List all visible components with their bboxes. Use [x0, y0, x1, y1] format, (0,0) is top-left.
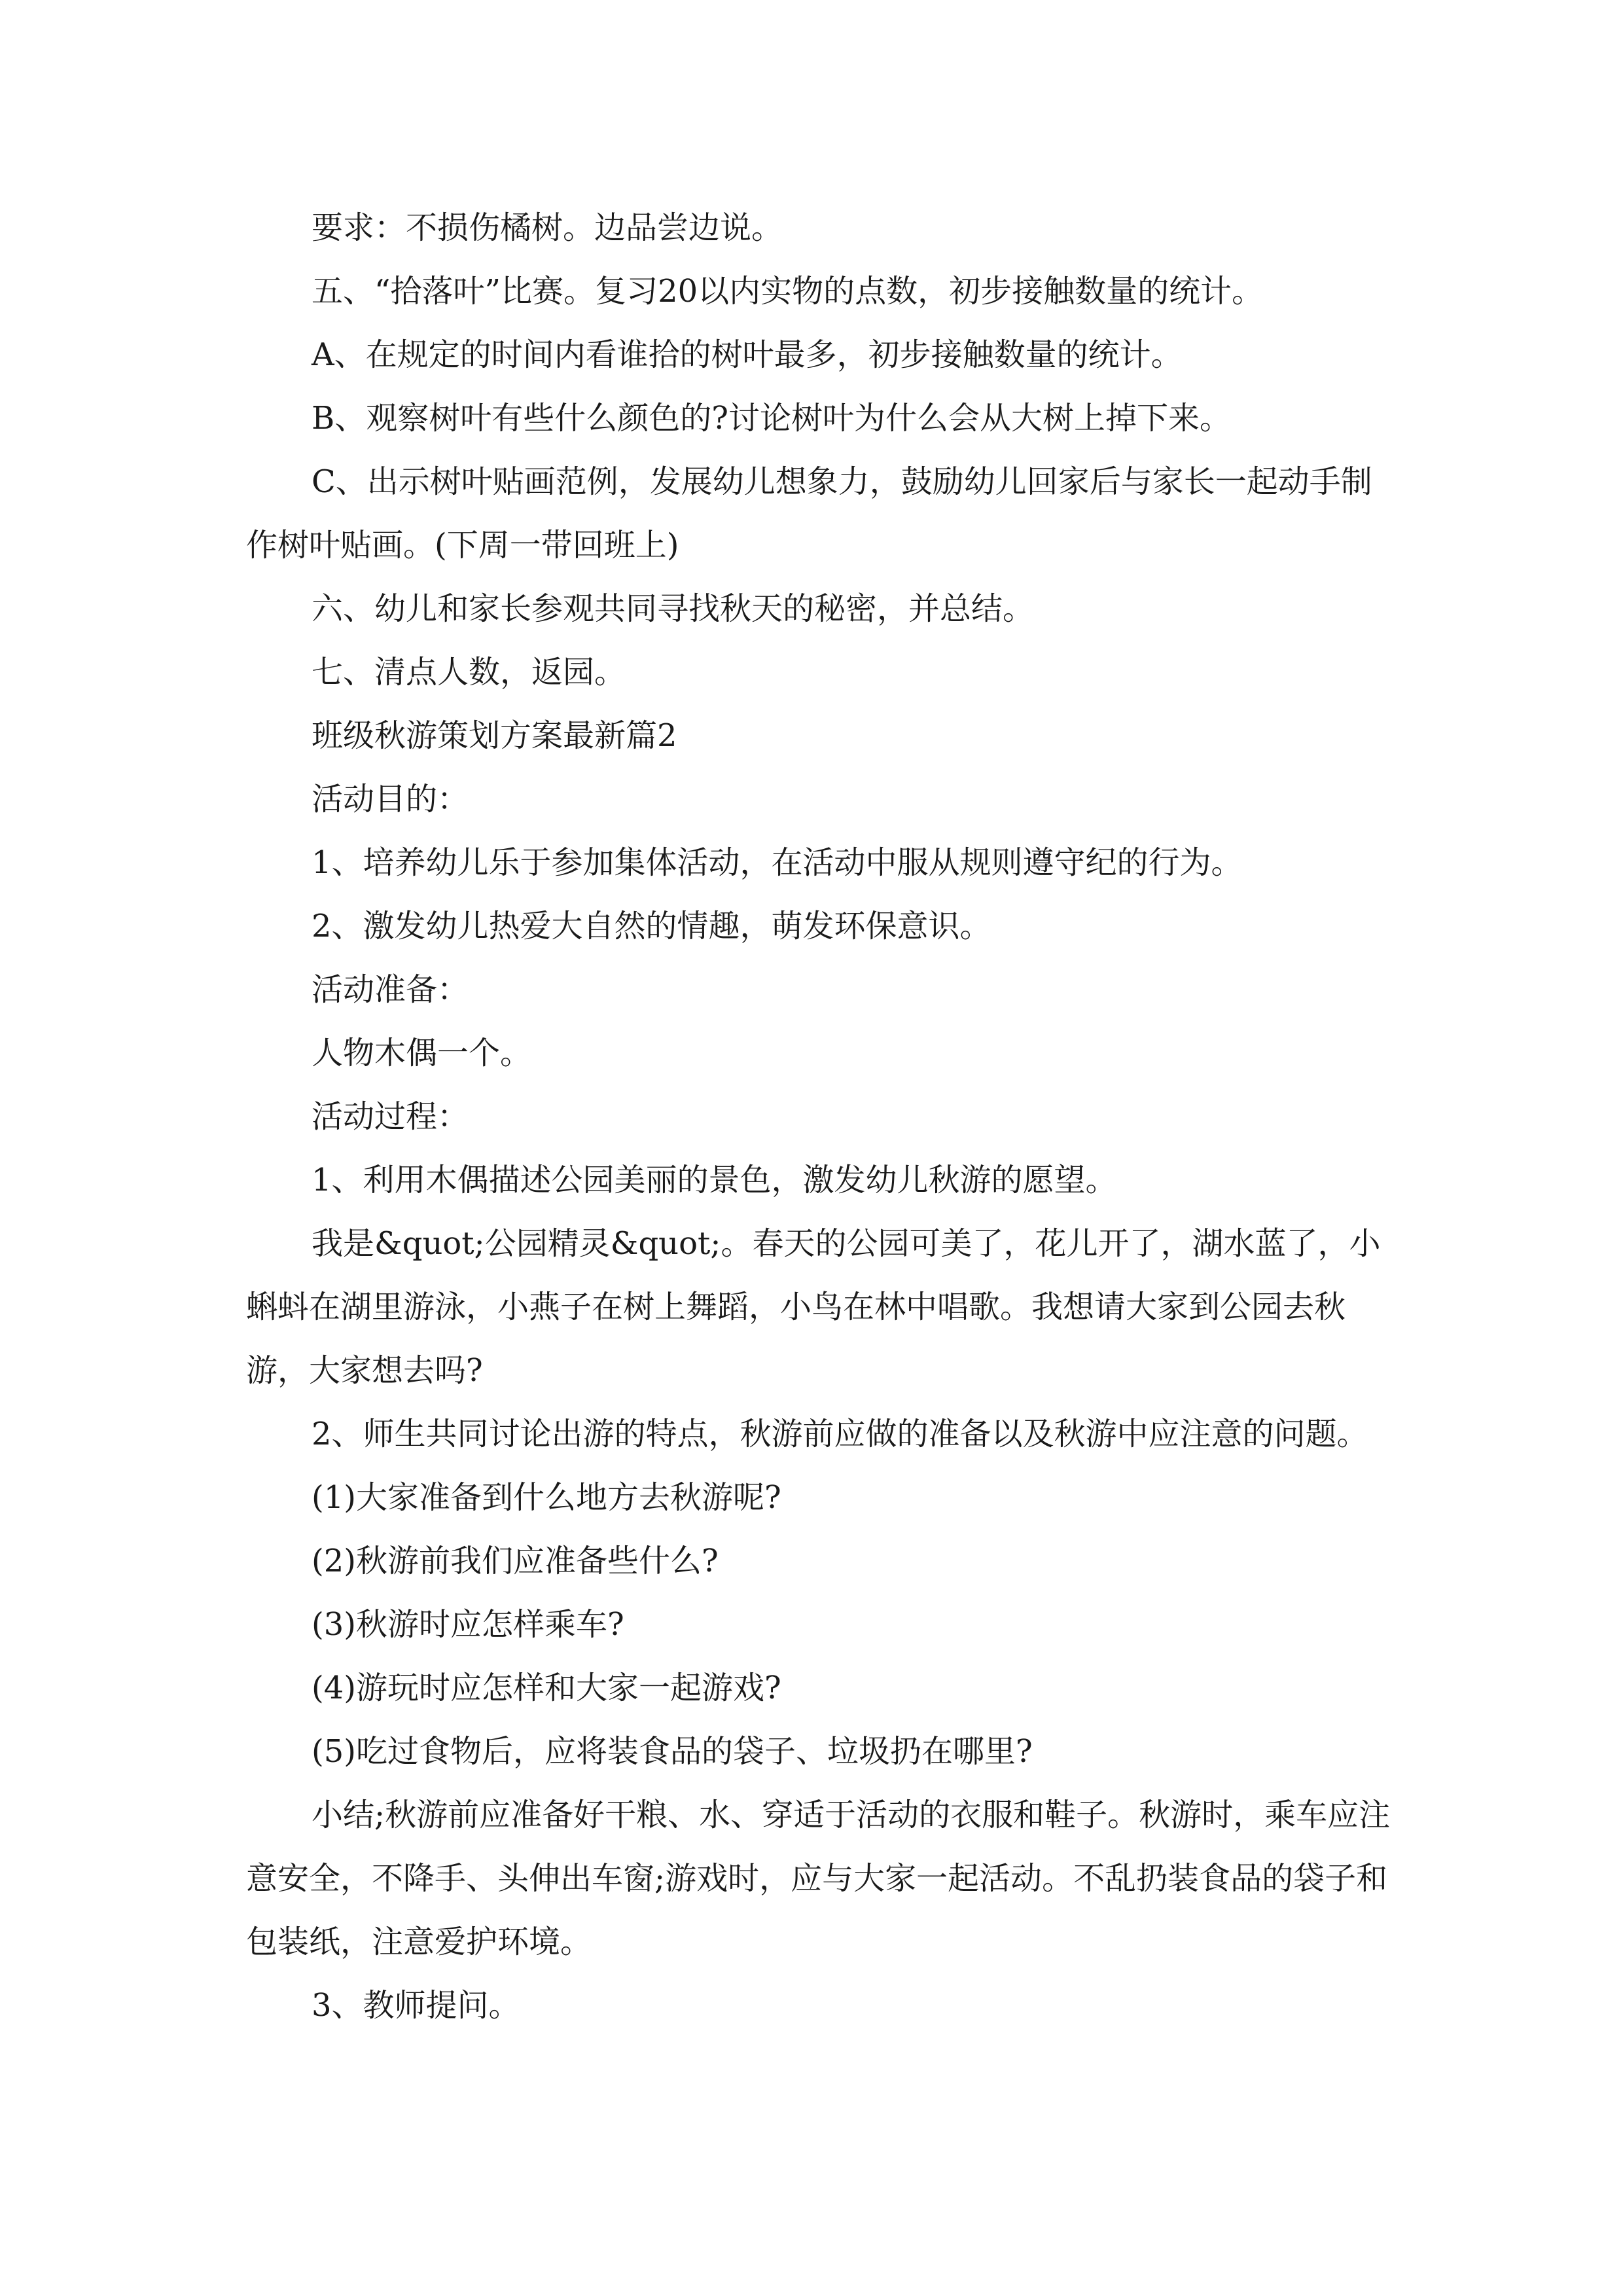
paragraph-step-seven: 七、清点人数，返园。 — [312, 654, 626, 691]
paragraph-question-5: (5)吃过食物后，应将装食品的袋子、垃圾扔在哪里? — [312, 1733, 1033, 1770]
paragraph-preparation: 人物木偶一个。 — [312, 1035, 532, 1071]
paragraph-step-five-c: C、出示树叶贴画范例，发展幼儿想象力，鼓励幼儿回家后与家长一起动手制作树叶贴画。(下周一带回班上) — [246, 463, 1372, 564]
paragraph-step-five-a: A、在规定的时间内看谁拾的树叶最多，初步接触数量的统计。 — [312, 336, 1183, 373]
paragraph-question-1: (1)大家准备到什么地方去秋游呢? — [312, 1479, 781, 1516]
document-body — [246, 196, 1391, 2037]
paragraph-requirement: 要求：不损伤橘树。边品尝边说。 — [312, 209, 783, 246]
heading-activity-process: 活动过程： — [312, 1098, 469, 1135]
paragraph-process-1: 1、利用木偶描述公园美丽的景色，激发幼儿秋游的愿望。 — [312, 1162, 1117, 1198]
paragraph-process-2: 2、师生共同讨论出游的特点，秋游前应做的准备以及秋游中应注意的问题。 — [312, 1416, 1368, 1452]
paragraph-step-five-b: B、观察树叶有些什么颜色的?讨论树叶为什么会从大树上掉下来。 — [312, 400, 1232, 437]
paragraph-summary: 小结;秋游前应准备好干粮、水、穿适于活动的衣服和鞋子。秋游时，乘车应注意安全，不降手、头伸出车窗;游戏时，应与大家一起活动。不乱扔装食品的袋子和包装纸，注意爱护环境。 — [246, 1797, 1391, 1960]
paragraph-step-six: 六、幼儿和家长参观共同寻找秋天的秘密，并总结。 — [312, 590, 1035, 627]
paragraph-question-2: (2)秋游前我们应准备些什么? — [312, 1543, 719, 1579]
section-title: 班级秋游策划方案最新篇2 — [312, 717, 677, 754]
paragraph-question-3: (3)秋游时应怎样乘车? — [312, 1606, 624, 1643]
heading-activity-goals: 活动目的： — [312, 781, 469, 817]
paragraph-question-4: (4)游玩时应怎样和大家一起游戏? — [312, 1670, 781, 1706]
heading-activity-preparation: 活动准备： — [312, 971, 469, 1008]
paragraph-goal-1: 1、培养幼儿乐于参加集体活动，在活动中服从规则遵守纪的行为。 — [312, 844, 1243, 881]
paragraph-puppet-speech: 我是&quot;公园精灵&quot;。春天的公园可美了，花儿开了，湖水蓝了，小蝌蚪在湖里游泳，小燕子在树上舞蹈，小鸟在林中唱歌。我想请大家到公园去秋游，大家想去吗? — [246, 1225, 1381, 1389]
paragraph-step-five: 五、“拾落叶”比赛。复习20以内实物的点数，初步接触数量的统计。 — [312, 273, 1264, 310]
paragraph-process-3: 3、教师提问。 — [312, 1987, 520, 2024]
paragraph-goal-2: 2、激发幼儿热爱大自然的情趣，萌发环保意识。 — [312, 908, 991, 944]
